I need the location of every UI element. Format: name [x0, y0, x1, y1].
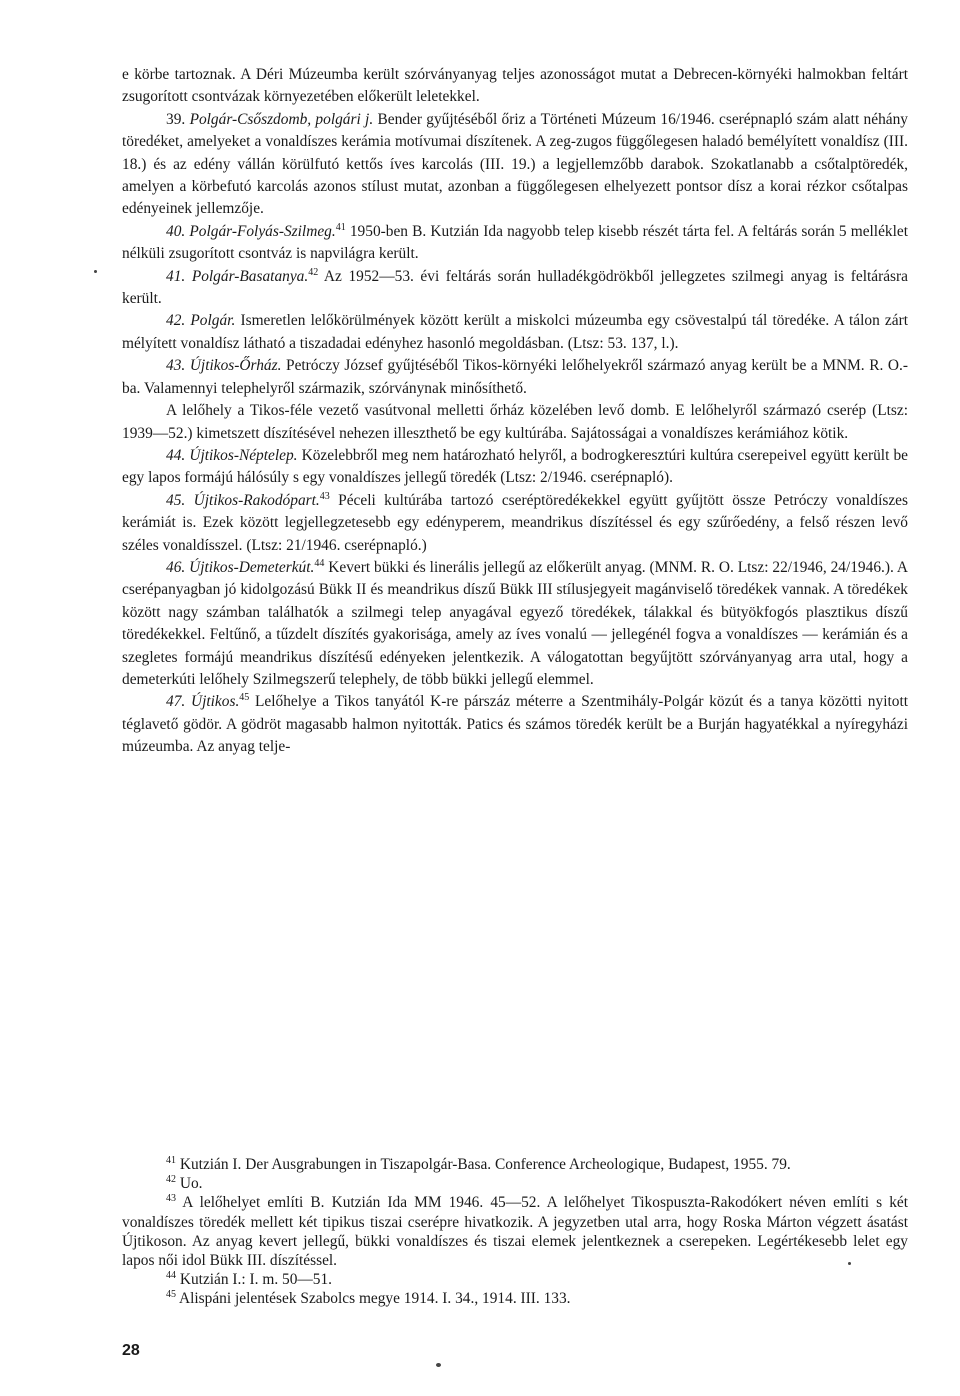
footnote-text: A lelőhelyet említi B. Kutzián Ida MM 1946. 45—52. A lelőhelyet Tikospuszta-Rakodókert néven említi s két vonaldíszes töredék mellett két tipikus tiszai cserépre hivatkozik. A jegyzetben utal arra, hogy Roska Márton végzett ásatást Újtikoson. Az anyag kevert jellegű, bükki vonaldíszes és tiszai elemek jelentkeznek a cserepeken. Legértékesebb lelet egy lapos női idol Bükk III. díszítéssel. [122, 1194, 909, 1270]
footnote [122, 1289, 908, 1308]
italic-text: 43. [166, 357, 190, 375]
text-run: 1950-ben B. Kutzián Ida nagyobb telep kisebb részét tárta fel. A feltárás során 5 melléklet nélküli zsugorított csontváz is napvilágra került. [122, 222, 908, 263]
footnote-number: 41 [166, 1155, 176, 1166]
text-run: 39. [166, 110, 190, 128]
italic-text: Újtikos-Néptelep. [189, 446, 298, 464]
text-run: Közelebbről meg nem határozható helyről, a bodrogkeresztúri kultúra cserepeivel együtt került be egy lapos formájú hálósúly s egy vonaldíszes jellegű töredék (Ltsz: 2/1946. cserépnapló). [122, 446, 908, 487]
italic-text: Polgár-Csőszdomb, polgári j. [189, 110, 374, 128]
scan-speck [436, 1363, 441, 1367]
footnote-number: 43 [166, 1193, 176, 1205]
italic-text: 44. [166, 446, 190, 464]
footnote [122, 1155, 908, 1174]
footnote [122, 1174, 908, 1193]
main-text [122, 64, 908, 759]
footnote-text: Kutzián I. Der Ausgrabungen in Tiszapolgár-Basa. Conference Archeologique, Budapest, 1955. 79. [179, 1156, 791, 1173]
paragraph [122, 445, 908, 490]
footnote-text: Alispáni jelentések Szabolcs megye 1914. I. 34., 1914. III. 133. [179, 1290, 571, 1308]
paragraph [122, 221, 908, 266]
footnote-ref: 43 [319, 490, 330, 502]
page-number: 28 [122, 1342, 140, 1359]
text-run: Lelőhelye a Tikos tanyától K-re párszáz méterre a Szentmihály-Polgár közút és a tanya közötti nyitott téglavető gödör. A gödröt magasabb halmon nyitották. Patics és számos töredék került be a Burján hagyatékkal a nyíregyházi múzeumba. Az anyag telje- [122, 693, 908, 756]
italic-text: Polgár-Basatanya. [191, 267, 309, 285]
footnote-ref: 42 [308, 266, 319, 278]
italic-text: Polgár. [190, 312, 236, 330]
paragraph [122, 557, 908, 691]
footnote [122, 1270, 908, 1289]
italic-text: Újtikos-Rakodópart. [193, 491, 320, 509]
italic-text: 46. [166, 558, 190, 576]
italic-text: 40. [166, 222, 190, 240]
footnote-number: 42 [166, 1174, 176, 1186]
text-run: Kevert bükki és linerális jellegű az előkerült anyag. (MNM. R. O. Ltsz: 22/1946, 24/1946.). A cserépanyagban jó kidolgozású Bükk II és meandrikus díszű Bükk III stílusjegyeit magánviselő töredékek vannak. A töredékek között nagy számban találhatók a szilmegi telep anyagával egyező töredékek, tálakkal és bütyökfogós plasztikus díszű töredékekkel. Feltűnő, a tűzdelt díszítés gyakorisága, amely az íves vonalú — jellegénél fogva a vonaldíszes — kerámián és a szegletes formájú meandrikus díszítésű edényeken jelentkezik. A válogatottan begyűjtött szórványanyag arra utal, hogy a demeterkúti lelőhely Szilmegszerű telephely, de több bükki jellegű elemmel. [122, 558, 908, 688]
footnote-text: Uo. [179, 1175, 203, 1193]
paragraph [122, 64, 908, 109]
paragraph [122, 355, 908, 400]
paragraph [122, 109, 908, 221]
text-run: Péceli kultúrába tartozó cseréptöredékekkel együtt gyűjtött össze Petróczy vonaldíszes kerámiát is. Ezek között legjellegzetesebb egy edényperem, meandrikus díszítéssel és egy szűrőedény, a felső részen levő széles vonaldísszel. (Ltsz: 21/1946. cserépnapló.) [122, 491, 908, 554]
text-run: Bender gyűjtéséből őriz a Történeti Múzeum 16/1946. cserépnapló szám alatt néhány töredéket, amelyeket a vonaldíszes kerámia motívumai díszítenek. A zeg-zugos függőlegesen haladó bemélyített vonaldísz (III. 18.) és az edény vállán körülfutó kettős íves karcolás (III. 19.) a legjellemzőbb darabok. Szokatlanabb a csőtalptöredék, amelyen a körbefutó karcolás azonos stílust mutat, azonban a függőlegesen elhelyezett pontsor dísz a korai rézkor csőtalpas edényeinek jellemzője. [122, 110, 908, 218]
footnotes [122, 1155, 908, 1309]
italic-text: Újtikos-Őrház. [189, 357, 282, 375]
footnote [122, 1193, 908, 1270]
italic-text: 45. [166, 491, 194, 509]
text-run: e körbe tartoznak. A Déri Múzeumba került szórványanyag teljes azonosságot mutat a Debrecen-környéki halmokban feltárt zsugorított csontvázak környezetében előkerült leletekkel. [122, 66, 908, 106]
footnote-ref: 44 [314, 557, 325, 569]
text-run: Petróczy József gyűjtéséből Tikos-környéki lelőhelyekről származó anyag került be a MNM. R. O.-ba. Valamennyi telephelyről származik, szórványnak minősíthető. [122, 357, 908, 397]
scan-speck [94, 270, 97, 273]
paragraph [122, 266, 908, 311]
footnote-number: 45 [166, 1289, 176, 1301]
paragraph [122, 400, 908, 445]
paragraph [122, 691, 908, 758]
text-run: Ismeretlen lelőkörülmények között került a miskolci múzeumba egy csövestalpú tál töredéke. A tálon zárt mélyített vonaldísz látható a tiszadadai edényhez hasonló megoldásban. (Ltsz: 53. 137, l.). [122, 312, 908, 352]
paragraph [122, 310, 908, 355]
footnote-number: 44 [166, 1270, 176, 1282]
italic-text: Újtikos-Demeterkút. [189, 558, 315, 576]
paragraph [122, 490, 908, 557]
italic-text: Újtikos. [190, 693, 240, 711]
italic-text: 47. [166, 693, 191, 711]
text-run: Az 1952—53. évi feltárás során hulladékgödrökből jellegzetes szilmegi anyag is feltárásra került. [122, 267, 908, 308]
italic-text: 41. [166, 267, 192, 285]
italic-text: Polgár-Folyás-Szilmeg. [189, 222, 336, 240]
text-run: A lelőhely a Tikos-féle vezető vasútvonal melletti őrház közelében levő domb. E lelőhelyről származó cserép (Ltsz: 1939—52.) kimetszett díszítésével nehezen illeszthető be egy kultúrába. Sajátosságai a vonaldíszes kerámiához kötik. [122, 402, 908, 442]
footnote-ref: 41 [335, 221, 346, 233]
footnote-ref: 45 [239, 692, 250, 704]
italic-text: 42. [166, 312, 191, 330]
scan-speck [848, 1262, 851, 1265]
footnote-text: Kutzián I.: I. m. 50—51. [179, 1271, 333, 1289]
